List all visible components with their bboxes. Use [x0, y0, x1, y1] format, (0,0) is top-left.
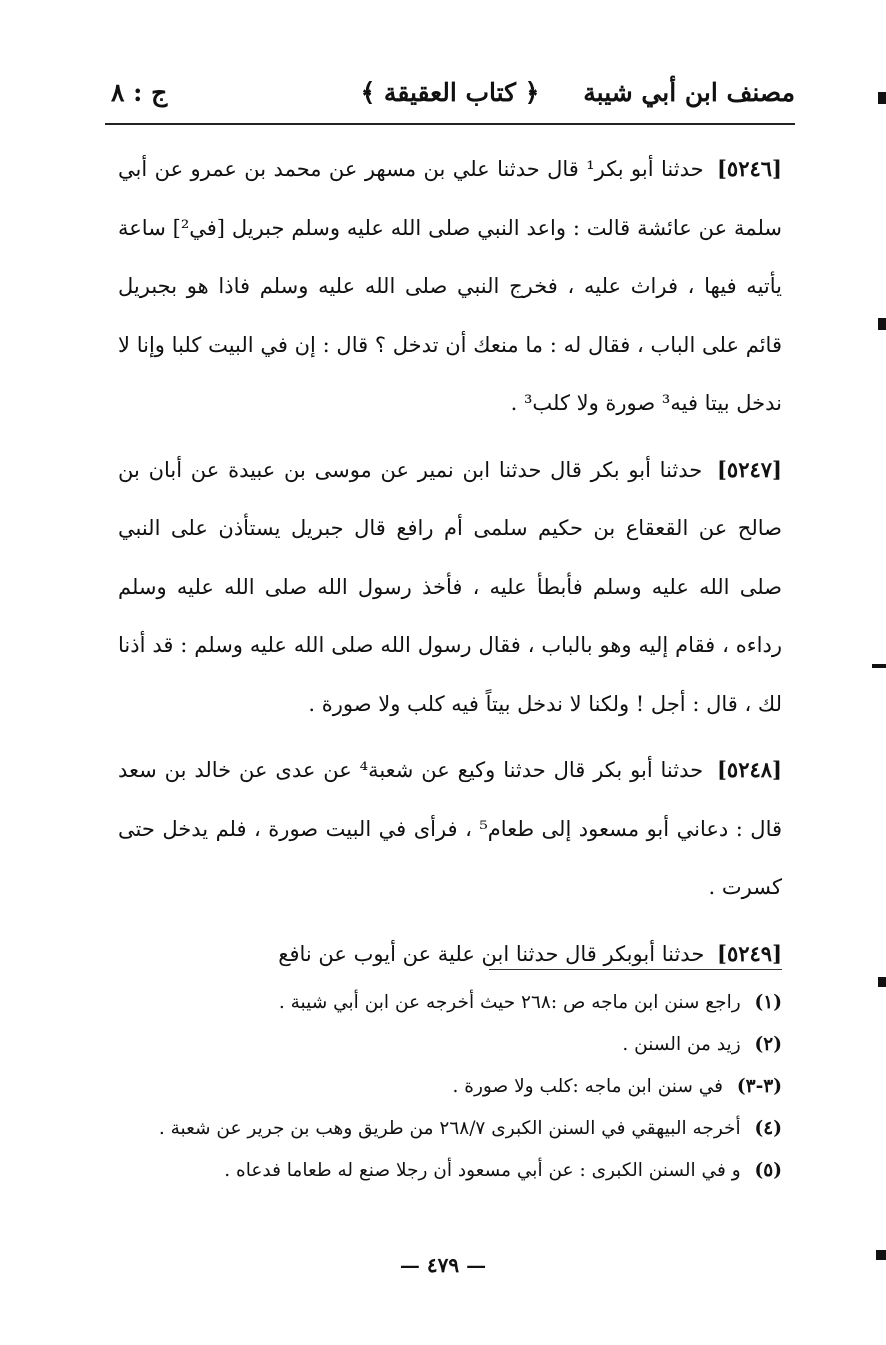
- page-number: — ٤٧٩ —: [399, 1253, 487, 1277]
- scan-edge-mark: [872, 664, 886, 668]
- main-text: [118, 140, 782, 991]
- footnote-marker: (٥): [754, 1160, 782, 1181]
- entry-text: حدثنا أبو بكر قال حدثنا وكيع عن شعبة⁴ عن عدى عن خالد بن سعد قال : دعاني أبو مسعود إلى طعام⁵ ، فرأى في البيت صورة ، فلم يدخل حتى كسرت .: [118, 758, 783, 899]
- footnote-text: أخرجه البيهقي في السنن الكبرى ٢٦٨/٧ من طريق وهب بن جرير عن شعبة .: [158, 1118, 741, 1139]
- entry-text: حدثنا أبو بكر¹ قال حدثنا علي بن مسهر عن محمد بن عمرو عن أبي سلمة عن عائشة قالت : واعد النبي صلى الله عليه وسلم جبريل [في²] ساعة يأتيه فيها ، فراث عليه ، فخرج النبي صلى الله عليه وسلم فاذا هو بجبريل قائم على الباب ، فقال له : ما منعك أن تدخل ؟ قال : إن في البيت كلبا وإنا لا ندخل بيتا فيه³ صورة ولا كلب³ .: [118, 157, 782, 415]
- footnote-text: زيد من السنن .: [622, 1034, 741, 1055]
- entry-number: [٥٢٤٨]: [716, 757, 782, 782]
- hadith-entry: [118, 741, 782, 917]
- header-divider: [105, 123, 795, 125]
- book-title: مصنف ابن أبي شيبة: [583, 78, 795, 107]
- scan-edge-mark: [878, 977, 886, 987]
- volume-label: ج : ٨: [111, 78, 168, 107]
- section-title: ﴿ كتاب العقيقة ﴾: [360, 78, 540, 107]
- footnote-text: راجع سنن ابن ماجه ص :٢٦٨ حيث أخرجه عن ابن أبي شيبة .: [278, 992, 741, 1013]
- hadith-entry: [118, 925, 782, 984]
- footnote-text: في سنن ابن ماجه :كلب ولا صورة .: [452, 1076, 724, 1097]
- entry-text: حدثنا أبو بكر قال حدثنا ابن نمير عن موسى بن عبيدة عن أبان بن صالح عن القعقاع بن حكيم سلمى أم رافع قال جبريل يستأذن على النبي صلى الله عليه وسلم فأبطأ عليه ، فأخذ رسول الله صلى الله عليه وسلم رداءه ، فقام إليه وهو بالباب ، فقال رسول الله صلى الله عليه وسلم : قد أذنا لك ، قال : أجل ! ولكنا لا ندخل بيتاً فيه كلب ولا صورة .: [118, 457, 782, 716]
- footnotes: [150, 982, 782, 1192]
- footnote-marker: (٢): [754, 1034, 782, 1055]
- footnote-marker: (١): [754, 992, 782, 1013]
- footnote-marker: (٤): [754, 1118, 782, 1139]
- scan-edge-mark: [878, 318, 886, 330]
- scan-edge-mark: [876, 1250, 886, 1260]
- entry-number: [٥٢٤٩]: [717, 940, 782, 966]
- running-header: [105, 78, 795, 118]
- scan-edge-mark: [878, 92, 886, 104]
- entry-text: حدثنا أبوبكر قال حدثنا ابن علية عن أيوب عن نافع: [278, 941, 705, 966]
- footnote-marker: (٣-٣): [736, 1076, 782, 1097]
- footnote: [150, 1066, 782, 1108]
- footnote: [150, 1024, 782, 1066]
- footnote-divider: [489, 969, 782, 970]
- footnote: [150, 982, 782, 1024]
- footnote-text: و في السنن الكبرى : عن أبي مسعود أن رجلا صنع له طعاما فدعاه .: [224, 1160, 741, 1181]
- footnote: [150, 1108, 782, 1150]
- footnote: [150, 1150, 782, 1192]
- hadith-entry: [118, 441, 782, 734]
- entry-number: [٥٢٤٧]: [716, 456, 782, 482]
- entry-number: [٥٢٤٦]: [716, 156, 782, 181]
- hadith-entry: [118, 140, 782, 433]
